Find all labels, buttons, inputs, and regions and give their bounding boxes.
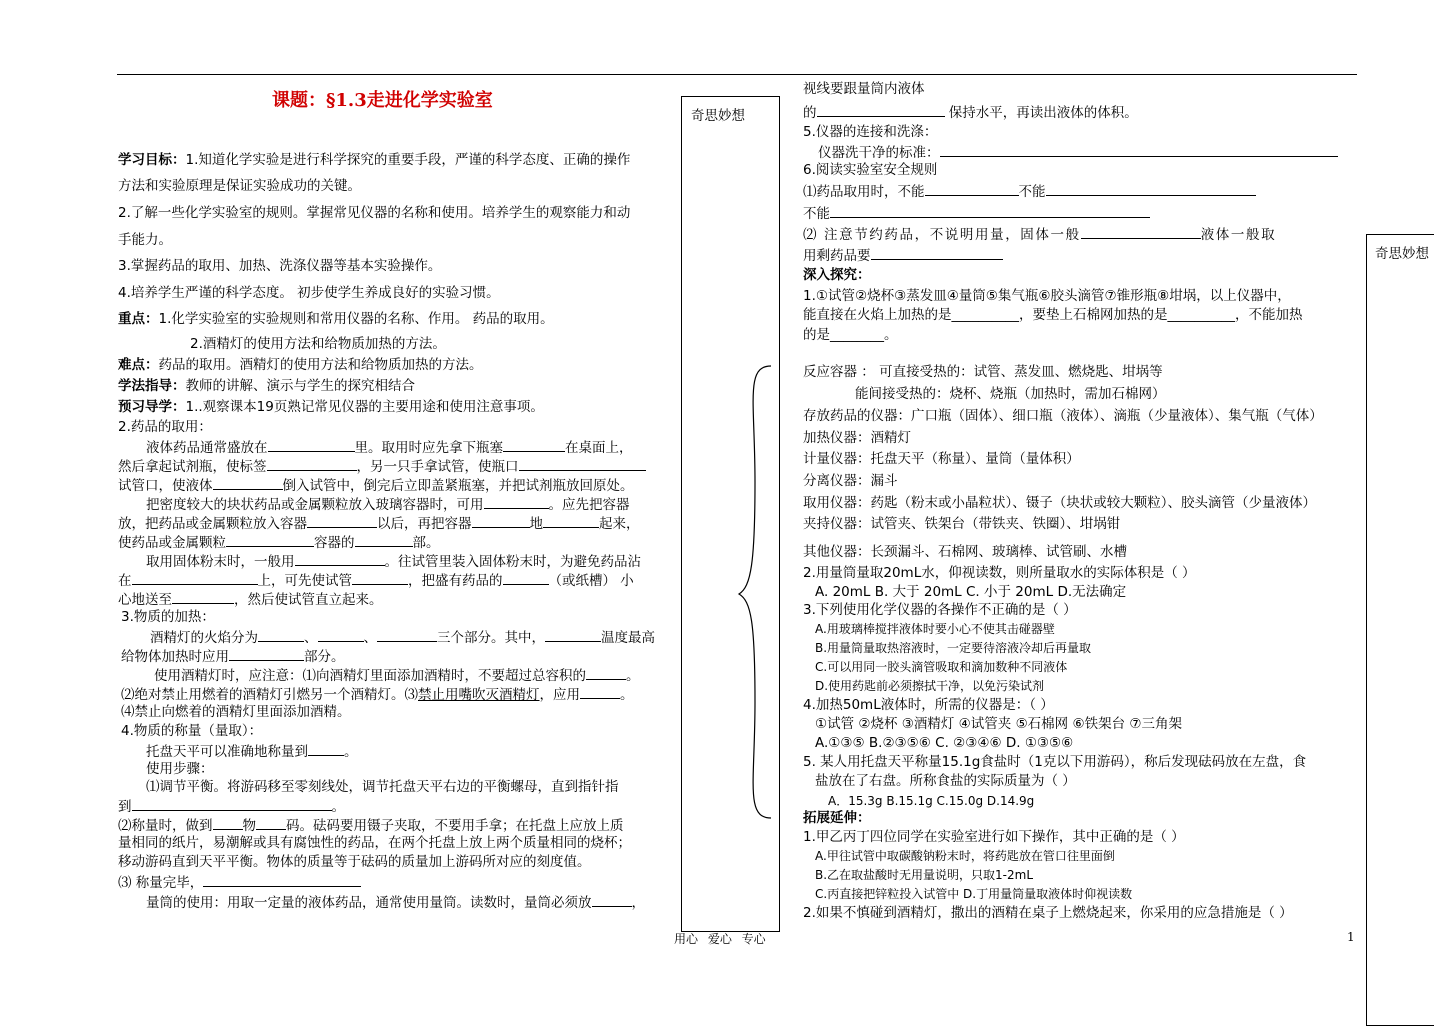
c-line-8: 夹持仪器：试管夹、铁架台（带铁夹、铁圈）、坩埚钳 <box>803 516 1121 532</box>
section-3: 3.物质的加热： <box>121 609 215 625</box>
p2-line-i: 心地送至 ，然后使试管直立起来。 <box>118 592 383 608</box>
c-line-5: 计量仪器：托盘天平（称量）、量筒（量体积） <box>803 451 1080 467</box>
side-note-label: 奇思妙想 <box>691 108 745 124</box>
c-line-9: 其他仪器：长颈漏斗、石棉网、玻璃棒、试管刷、水槽 <box>803 544 1127 560</box>
c-line-4: 加热仪器：酒精灯 <box>803 430 911 446</box>
q1-line-1: 1.①试管②烧杯③蒸发皿④量筒⑤集气瓶⑥胶头滴管⑦锥形瓶⑧坩埚，以上仪器中， <box>803 288 1291 304</box>
e1-a: A.甲往试管中取碳酸钠粉末时，将药匙放在管口往里面倒 <box>815 849 1115 863</box>
page-number: 1 <box>1347 930 1355 944</box>
q2: 2.用量筒量取20mL水，仰视读数，则所量取水的实际体积是（ ） <box>803 565 1196 581</box>
difficulty: 难点：药品的取用。酒精灯的使用方法和给物质加热的方法。 <box>118 357 483 373</box>
section-4: 4.物质的称量（量取）： <box>121 723 263 739</box>
p4-line-a: 托盘天平可以准确地称量到 。 <box>146 744 358 760</box>
deep-label: 深入探究： <box>803 267 871 283</box>
page-title: 课题：§1.3走进化学实验室 <box>272 90 493 111</box>
p4-line-b: 使用步骤： <box>146 761 214 777</box>
top-rule <box>117 74 1357 75</box>
goal-line-5: 3.掌握药品的取用、加热、洗涤仪器等基本实验操作。 <box>118 258 442 274</box>
q4: 4.加热50mL液体时，所需的仪器是：（ ） <box>803 697 1054 713</box>
brace-icon <box>735 362 775 822</box>
c-line-1: 反应容器 ： 可直接受热的：试管、蒸发皿、燃烧匙、坩埚等 <box>803 364 1163 380</box>
c-line-3: 存放药品的仪器：广口瓶（固体）、细口瓶（液体）、滴瓶（少量液体）、集气瓶（气体） <box>803 408 1323 424</box>
q5-line-1: 5. 某人用托盘天平称量15.1g食盐时（1克以下用游码），称后发现砝码放在左盘，食 <box>803 754 1307 770</box>
q4-options: A.①③⑤ B.②③⑤⑥ C. ②③④⑥ D. ①③⑤⑥ <box>815 735 1074 751</box>
p4-line-i: 量筒的使用：用取一定量的液体药品，通常使用量筒。读数时，量筒必须放 ， <box>146 895 645 911</box>
key-points-1: 重点：1.化学实验室的实验规则和常用仪器的名称、作用。 药品的取用。 <box>118 311 554 327</box>
p4-line-d: 到 。 <box>118 799 345 815</box>
p2-line-f: 使药品或金属颗粒 容器的 部。 <box>118 535 440 551</box>
r-line-9: 用剩药品要 <box>803 246 1003 265</box>
p4-line-e: ⑵称量时，做到 物 码。砝码要用镊子夹取，不要用手拿；在托盘上应放上质 <box>118 818 624 834</box>
p2-line-e: 放，把药品或金属颗粒放入容器 以后，再把容器 地 起来， <box>118 516 640 532</box>
c-line-2: 能间接受热的：烧杯、烧瓶（加热时，需加石棉网） <box>855 386 1166 402</box>
p2-line-a: 液体药品通常盛放在 里。取用时应先拿下瓶塞 在桌面上， <box>146 440 633 456</box>
q1-line-2: 能直接在火焰上加热的是__________，要垫上石棉网加热的是__________，不能加热 <box>803 307 1303 323</box>
goal-line-4: 手能力。 <box>118 232 172 248</box>
p3-line-a: 酒精灯的火焰分为 、 、 三个部分。其中， 温度最高 <box>150 630 655 646</box>
p2-line-h: 在 上，可先使试管 ，把盛有药品的 （或纸槽） 小 <box>118 573 634 589</box>
r-line-2: 的 保持水平，再读出液体的体积。 <box>803 105 1138 121</box>
q1-line-3: 的是________。 <box>803 327 898 343</box>
p3-line-d: ⑵绝对禁止用燃着的酒精灯引燃另一个酒精灯。⑶禁止用嘴吹灭酒精灯，应用 。 <box>121 687 634 703</box>
p4-line-f: 量相同的纸片，易潮解或具有腐蚀性的药品，在两个托盘上放上两个质量相同的烧杯； <box>118 835 631 851</box>
footer: 用心 爱心 专心 <box>674 932 766 946</box>
p3-line-b: 给物体加热时应用 部分。 <box>121 649 345 665</box>
p2-line-d: 把密度较大的块状药品或金属颗粒放入玻璃容器时，可用 。应先把容器 <box>146 497 630 513</box>
q3-b: B.用量筒量取热溶液时，一定要待溶液冷却后再量取 <box>815 641 1092 655</box>
ext-label: 拓展延伸： <box>803 810 871 826</box>
p3-line-e: ⑷禁止向燃着的酒精灯里面添加酒精。 <box>121 704 351 720</box>
goal-line-2: 方法和实验原理是保证实验成功的关键。 <box>118 178 361 194</box>
r-line-8: ⑵ 注意节约药品，不说明用量，固体一般 液体一般取 <box>803 227 1277 243</box>
r-line-4: 仪器洗干净的标准： <box>818 143 1338 162</box>
r-line-7: 不能 <box>803 204 1150 223</box>
q3: 3.下列使用化学仪器的各操作不正确的是（ ） <box>803 602 1077 618</box>
p4-line-g: 移动游码直到天平平衡。物体的质量等于砝码的质量加上游码所对应的刻度值。 <box>118 854 591 870</box>
e2: 2.如果不慎碰到酒精灯，撒出的酒精在桌子上燃烧起来，你采用的应急措施是（ ） <box>803 905 1293 921</box>
p4-line-c: ⑴调节平衡。将游码移至零刻线处，调节托盘天平右边的平衡螺母，直到指针指 <box>146 779 619 795</box>
goal-line-3: 2.了解一些化学实验室的规则。掌握常见仪器的名称和使用。培养学生的观察能力和动 <box>118 205 631 221</box>
c-line-6: 分离仪器：漏斗 <box>803 473 898 489</box>
side-note-box-right <box>1366 234 1434 1026</box>
preview: 预习导学：1..观察课本19页熟记常见仪器的主要用途和使用注意事项。 <box>118 399 544 415</box>
q3-c: C.可以用同一胶头滴管吸取和滴加数种不同液体 <box>815 660 1068 674</box>
p3-line-c: 使用酒精灯时，应注意：⑴向酒精灯里面添加酒精时，不要超过总容积的 。 <box>154 668 640 684</box>
q3-d: D.使用药匙前必须擦拭干净，以免污染试剂 <box>815 679 1045 693</box>
goal-line-6: 4.培养学生严谨的科学态度。 初步使学生养成良好的实验习惯。 <box>118 285 500 301</box>
p2-line-c: 试管口，使液体 倒入试管中，倒完后立即盖紧瓶塞，并把试剂瓶放回原处。 <box>118 478 634 494</box>
q2-options: A. 20mL B. 大于 20mL C. 小于 20mL D.无法确定 <box>815 584 1127 600</box>
q5-options: A．15.3g B.15.1g C.15.0g D.14.9g <box>828 794 1035 808</box>
p2-line-g: 取用固体粉末时，一般用 。往试管里装入固体粉末时，为避免药品沾 <box>146 554 641 570</box>
c-line-7: 取用仪器：药匙（粉末或小晶粒状）、镊子（块状或较大颗粒）、胶头滴管（少量液体） <box>803 495 1316 511</box>
r-line-1: 视线要跟量筒内液体 <box>803 81 925 97</box>
e1: 1.甲乙丙丁四位同学在实验室进行如下操作，其中正确的是（ ） <box>803 829 1185 845</box>
e1-b: B.乙在取盐酸时无用量说明，只取1-2mL <box>815 868 1034 882</box>
q3-a: A.用玻璃棒搅拌液体时要小心不使其击碰器壁 <box>815 622 1055 636</box>
p2-line-b: 然后拿起试剂瓶，使标签 ，另一只手拿试管，使瓶口 <box>118 457 646 476</box>
r-line-5: 6.阅读实验室安全规则 <box>803 162 938 178</box>
p4-line-h: ⑶ 称量完毕， <box>118 873 361 892</box>
q4-items: ①试管 ②烧杯 ③酒精灯 ④试管夹 ⑤石棉网 ⑥铁架台 ⑦三角架 <box>815 716 1182 732</box>
side-note-label-right: 奇思妙想 <box>1375 246 1429 262</box>
method: 学法指导：教师的讲解、演示与学生的探究相结合 <box>118 378 415 394</box>
goal-line-1: 学习目标：1.知道化学实验是进行科学探究的重要手段，严谨的科学态度、正确的操作 <box>118 152 631 168</box>
q5-line-2: 盐放在了右盘。所称食盐的实际质量为（ ） <box>815 773 1076 789</box>
r-line-6: ⑴药品取用时，不能 不能 <box>803 182 1256 201</box>
e1-c: C.丙直接把锌粒投入试管中 D.丁用量筒量取液体时仰视读数 <box>815 887 1133 901</box>
key-points-2: 2.酒精灯的使用方法和给物质加热的方法。 <box>190 336 446 352</box>
r-line-3: 5.仪器的连接和洗涤： <box>803 124 938 140</box>
section-2: 2.药品的取用： <box>118 419 212 435</box>
